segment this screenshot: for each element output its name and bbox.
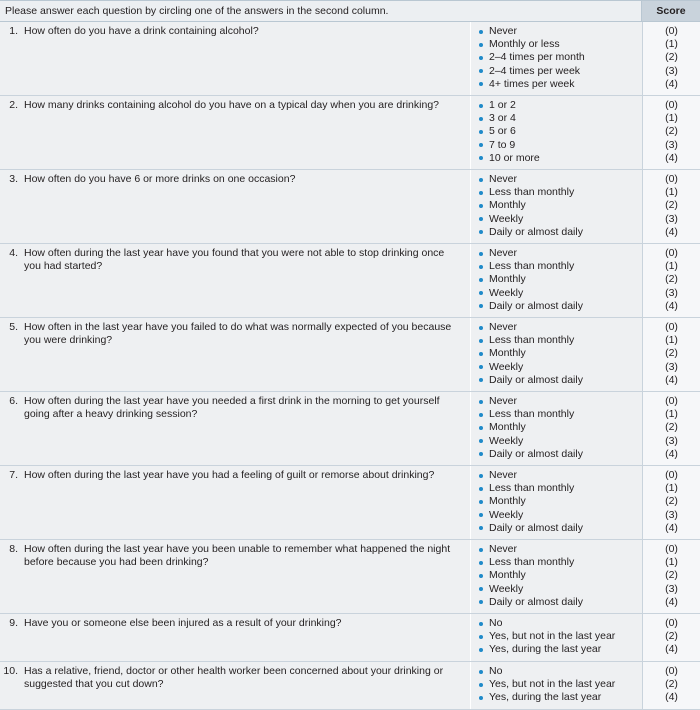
question-row	[0, 318, 700, 392]
answer-options	[470, 466, 642, 539]
answer-options	[470, 244, 642, 317]
question-cell	[0, 662, 470, 709]
bullet-icon	[479, 513, 483, 517]
question-number: 3.	[9, 173, 18, 185]
answer-option[interactable]	[479, 78, 642, 91]
bullet-icon	[479, 696, 483, 700]
answer-option-label: Never	[489, 25, 518, 37]
answer-option-label: Less than monthly	[489, 482, 575, 495]
score-value: (3)	[665, 434, 678, 447]
score-value: (1)	[665, 186, 678, 199]
question-text: How often do you have a drink containing alcohol?	[24, 25, 259, 37]
answer-option[interactable]	[479, 596, 642, 609]
answer-option[interactable]	[479, 482, 642, 495]
answer-option-label: Weekly	[489, 360, 524, 373]
answer-option[interactable]	[479, 273, 642, 286]
answer-option[interactable]	[479, 226, 642, 239]
bullet-icon	[479, 670, 483, 674]
answer-option-label: Never	[489, 469, 518, 481]
question-number: 7.	[9, 469, 18, 481]
answer-option-label: Less than monthly	[489, 186, 575, 199]
score-value: (0)	[665, 469, 678, 481]
question-cell	[0, 96, 470, 169]
answer-options	[470, 96, 642, 169]
question-row	[0, 96, 700, 170]
answer-option[interactable]	[479, 691, 642, 704]
score-value: (4)	[665, 299, 678, 312]
answer-option-label: Never	[489, 247, 518, 259]
score-value: (1)	[665, 408, 678, 421]
question-text: How often during the last year have you needed a first drink in the morning to get yourself going after a heavy drinking session?	[24, 395, 440, 420]
answer-option[interactable]	[479, 25, 642, 38]
answer-option[interactable]	[479, 321, 642, 334]
question-row	[0, 244, 700, 318]
bullet-icon	[479, 683, 483, 687]
answer-option-label: Weekly	[489, 582, 524, 595]
answer-option-label: Yes, but not in the last year	[489, 630, 616, 643]
bullet-icon	[479, 635, 483, 639]
answer-option[interactable]	[479, 186, 642, 199]
question-cell	[0, 244, 470, 317]
bullet-icon	[479, 326, 483, 330]
question-text: How often during the last year have you been unable to remember what happened the night before because you had been drinking?	[24, 543, 451, 568]
answer-option[interactable]	[479, 678, 642, 691]
answer-option[interactable]	[479, 408, 642, 421]
answer-option-label: Daily or almost daily	[489, 225, 583, 238]
answer-option-label: Monthly or less	[489, 38, 560, 51]
bullet-icon	[479, 378, 483, 382]
score-value: (2)	[665, 51, 678, 64]
answer-option[interactable]	[479, 287, 642, 300]
score-value: (1)	[665, 38, 678, 51]
instruction-text: Please answer each question by circling one of the answers in the second column.	[0, 1, 641, 21]
question-cell	[0, 540, 470, 613]
answer-options	[470, 614, 642, 661]
answer-option-label: Yes, but not in the last year	[489, 678, 616, 691]
bullet-icon	[479, 648, 483, 652]
bullet-icon	[479, 452, 483, 456]
score-value: (2)	[665, 347, 678, 360]
score-value: (0)	[665, 665, 678, 677]
question-row	[0, 170, 700, 244]
bullet-icon	[479, 265, 483, 269]
question-cell	[0, 318, 470, 391]
score-value: (0)	[665, 99, 678, 111]
bullet-icon	[479, 82, 483, 86]
score-value: (0)	[665, 173, 678, 185]
score-value: (3)	[665, 508, 678, 521]
bullet-icon	[479, 230, 483, 234]
bullet-icon	[479, 278, 483, 282]
score-cell	[642, 318, 700, 391]
score-cell	[642, 662, 700, 709]
question-row	[0, 540, 700, 614]
score-value: (1)	[665, 556, 678, 569]
score-value: (1)	[665, 260, 678, 273]
question-text: How often during the last year have you found that you were not able to stop drinking once you had started?	[24, 247, 445, 272]
question-row	[0, 662, 700, 710]
answer-option-label: 4+ times per week	[489, 77, 575, 90]
answer-option[interactable]	[479, 543, 642, 556]
question-text: How often during the last year have you had a feeling of guilt or remorse about drinking?	[24, 469, 435, 481]
answer-option[interactable]	[479, 495, 642, 508]
answer-option[interactable]	[479, 247, 642, 260]
answer-option-label: Weekly	[489, 286, 524, 299]
answer-option-label: Daily or almost daily	[489, 373, 583, 386]
answer-option-label: 10 or more	[489, 151, 540, 164]
table-header	[0, 1, 700, 22]
bullet-icon	[479, 217, 483, 221]
score-value: (1)	[665, 334, 678, 347]
answer-option[interactable]	[479, 395, 642, 408]
score-value: (0)	[665, 617, 678, 629]
answer-option-label: Weekly	[489, 212, 524, 225]
score-value: (3)	[665, 64, 678, 77]
score-value: (2)	[665, 125, 678, 138]
score-value: (2)	[665, 273, 678, 286]
answer-options	[470, 22, 642, 95]
answer-option[interactable]	[479, 569, 642, 582]
score-cell	[642, 22, 700, 95]
bullet-icon	[479, 291, 483, 295]
bullet-icon	[479, 156, 483, 160]
answer-option-label: 1 or 2	[489, 99, 516, 111]
answer-option[interactable]	[479, 199, 642, 212]
bullet-icon	[479, 574, 483, 578]
answer-option[interactable]	[479, 65, 642, 78]
answer-option-label: 7 to 9	[489, 138, 516, 151]
bullet-icon	[479, 622, 483, 626]
answer-option-label: No	[489, 617, 503, 629]
bullet-icon	[479, 500, 483, 504]
bullet-icon	[479, 587, 483, 591]
score-cell	[642, 392, 700, 465]
answer-option-label: Less than monthly	[489, 260, 575, 273]
answer-option-label: Less than monthly	[489, 408, 575, 421]
bullet-icon	[479, 426, 483, 430]
answer-option[interactable]	[479, 152, 642, 165]
bullet-icon	[479, 439, 483, 443]
answer-option[interactable]	[479, 334, 642, 347]
question-number: 2.	[9, 99, 18, 111]
answer-option[interactable]	[479, 522, 642, 535]
score-value: (2)	[665, 421, 678, 434]
score-cell	[642, 614, 700, 661]
bullet-icon	[479, 43, 483, 47]
score-value: (3)	[665, 138, 678, 151]
question-cell	[0, 392, 470, 465]
bullet-icon	[479, 600, 483, 604]
answer-option[interactable]	[479, 139, 642, 152]
answer-option[interactable]	[479, 469, 642, 482]
answer-option-label: Less than monthly	[489, 334, 575, 347]
question-number: 9.	[9, 617, 18, 629]
answer-option-label: Yes, during the last year	[489, 643, 602, 656]
answer-option-label: Monthly	[489, 273, 526, 286]
score-value: (3)	[665, 582, 678, 595]
answer-option[interactable]	[479, 374, 642, 387]
answer-option-label: Never	[489, 395, 518, 407]
score-value: (0)	[665, 543, 678, 555]
question-row	[0, 392, 700, 466]
answer-option[interactable]	[479, 421, 642, 434]
answer-options	[470, 662, 642, 709]
bullet-icon	[479, 56, 483, 60]
answer-option[interactable]	[479, 583, 642, 596]
bullet-icon	[479, 474, 483, 478]
answer-option-label: Yes, during the last year	[489, 691, 602, 704]
answer-option[interactable]	[479, 99, 642, 112]
score-value: (4)	[665, 373, 678, 386]
question-number: 10.	[3, 665, 18, 677]
bullet-icon	[479, 30, 483, 34]
answer-option[interactable]	[479, 260, 642, 273]
question-cell	[0, 466, 470, 539]
answer-option-label: No	[489, 665, 503, 677]
bullet-icon	[479, 104, 483, 108]
answer-option[interactable]	[479, 665, 642, 678]
score-value: (4)	[665, 77, 678, 90]
answer-option-label: Never	[489, 543, 518, 555]
question-text: Have you or someone else been injured as a result of your drinking?	[24, 617, 342, 629]
question-cell	[0, 22, 470, 95]
bullet-icon	[479, 365, 483, 369]
answer-option-label: Never	[489, 321, 518, 333]
answer-option-label: Monthly	[489, 569, 526, 582]
score-cell	[642, 96, 700, 169]
score-value: (4)	[665, 521, 678, 534]
score-value: (2)	[665, 569, 678, 582]
question-text: How often do you have 6 or more drinks on one occasion?	[24, 173, 296, 185]
question-cell	[0, 614, 470, 661]
bullet-icon	[479, 400, 483, 404]
bullet-icon	[479, 178, 483, 182]
answer-option-label: 5 or 6	[489, 125, 516, 138]
question-number: 6.	[9, 395, 18, 407]
question-row	[0, 614, 700, 662]
answer-option[interactable]	[479, 347, 642, 360]
question-text: How often in the last year have you failed to do what was normally expected of you because you were drinking?	[24, 321, 452, 346]
bullet-icon	[479, 191, 483, 195]
score-value: (4)	[665, 447, 678, 460]
answer-option-label: Daily or almost daily	[489, 521, 583, 534]
score-value: (4)	[665, 595, 678, 608]
score-value: (3)	[665, 360, 678, 373]
question-number: 8.	[9, 543, 18, 555]
bullet-icon	[479, 304, 483, 308]
score-value: (0)	[665, 247, 678, 259]
answer-option[interactable]	[479, 173, 642, 186]
score-value: (0)	[665, 395, 678, 407]
score-cell	[642, 466, 700, 539]
question-cell	[0, 170, 470, 243]
answer-options	[470, 540, 642, 613]
bullet-icon	[479, 204, 483, 208]
bullet-icon	[479, 561, 483, 565]
score-value: (2)	[665, 199, 678, 212]
score-value: (2)	[665, 495, 678, 508]
score-value: (4)	[665, 225, 678, 238]
answer-option-label: 3 or 4	[489, 112, 516, 125]
bullet-icon	[479, 526, 483, 530]
question-number: 5.	[9, 321, 18, 333]
answer-option-label: Weekly	[489, 508, 524, 521]
answer-option[interactable]	[479, 112, 642, 125]
bullet-icon	[479, 548, 483, 552]
score-value: (4)	[665, 691, 678, 704]
bullet-icon	[479, 487, 483, 491]
bullet-icon	[479, 339, 483, 343]
bullet-icon	[479, 252, 483, 256]
bullet-icon	[479, 352, 483, 356]
score-value: (4)	[665, 151, 678, 164]
answer-option-label: Never	[489, 173, 518, 185]
answer-option[interactable]	[479, 643, 642, 656]
score-value: (1)	[665, 482, 678, 495]
answer-option[interactable]	[479, 125, 642, 138]
answer-option-label: 2–4 times per month	[489, 51, 585, 64]
answer-options	[470, 170, 642, 243]
answer-option[interactable]	[479, 509, 642, 522]
score-column-header: Score	[641, 1, 700, 21]
answer-option[interactable]	[479, 448, 642, 461]
answer-option[interactable]	[479, 38, 642, 51]
score-value: (4)	[665, 643, 678, 656]
answer-option[interactable]	[479, 51, 642, 64]
score-value: (2)	[665, 630, 678, 643]
answer-options	[470, 392, 642, 465]
question-row	[0, 466, 700, 540]
bullet-icon	[479, 130, 483, 134]
score-cell	[642, 540, 700, 613]
answer-option-label: Monthly	[489, 199, 526, 212]
answer-option-label: Daily or almost daily	[489, 447, 583, 460]
bullet-icon	[479, 413, 483, 417]
score-cell	[642, 244, 700, 317]
question-text: How many drinks containing alcohol do you have on a typical day when you are drinking?	[24, 99, 439, 111]
answer-option-label: Monthly	[489, 495, 526, 508]
answer-option[interactable]	[479, 300, 642, 313]
answer-option-label: Monthly	[489, 421, 526, 434]
answer-option-label: Daily or almost daily	[489, 299, 583, 312]
answer-options	[470, 318, 642, 391]
answer-option[interactable]	[479, 435, 642, 448]
score-value: (0)	[665, 321, 678, 333]
answer-option-label: 2–4 times per week	[489, 64, 581, 77]
score-cell	[642, 170, 700, 243]
bullet-icon	[479, 69, 483, 73]
question-number: 1.	[9, 25, 18, 37]
question-row	[0, 22, 700, 96]
bullet-icon	[479, 117, 483, 121]
question-text: Has a relative, friend, doctor or other health worker been concerned about your drinking or suggested that you cut down?	[24, 665, 444, 690]
score-value: (1)	[665, 112, 678, 125]
question-rows	[0, 22, 700, 710]
answer-option[interactable]	[479, 361, 642, 374]
answer-option[interactable]	[479, 213, 642, 226]
answer-option-label: Daily or almost daily	[489, 595, 583, 608]
answer-option[interactable]	[479, 617, 642, 630]
answer-option[interactable]	[479, 556, 642, 569]
answer-option-label: Monthly	[489, 347, 526, 360]
score-value: (2)	[665, 678, 678, 691]
question-number: 4.	[9, 247, 18, 259]
score-value: (0)	[665, 25, 678, 37]
answer-option-label: Weekly	[489, 434, 524, 447]
bullet-icon	[479, 143, 483, 147]
score-value: (3)	[665, 286, 678, 299]
answer-option[interactable]	[479, 630, 642, 643]
answer-option-label: Less than monthly	[489, 556, 575, 569]
score-value: (3)	[665, 212, 678, 225]
